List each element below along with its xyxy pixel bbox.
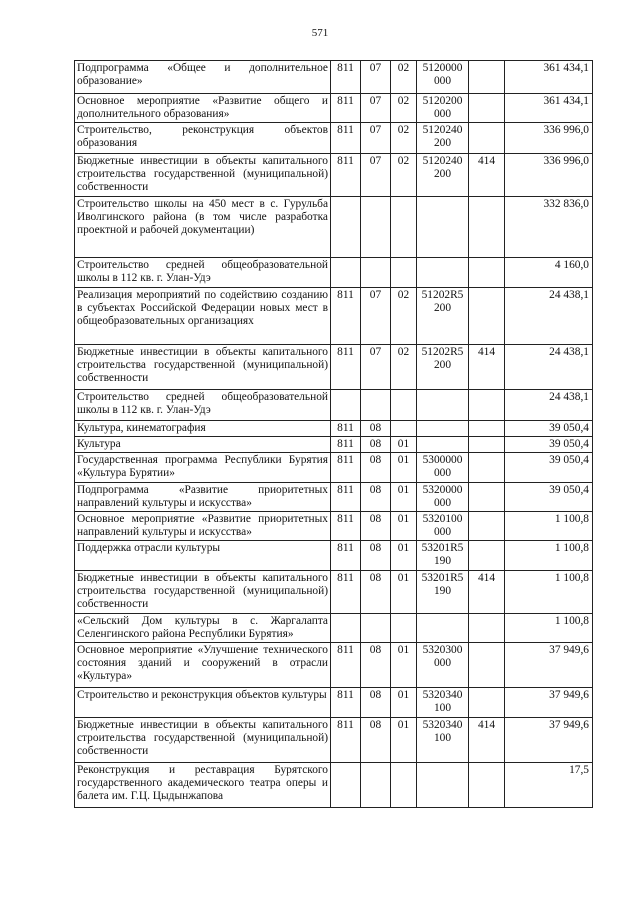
cell-grbs: 811 — [331, 541, 361, 571]
cell-amount: 37 949,6 — [505, 718, 593, 763]
cell-amount: 17,5 — [505, 763, 593, 808]
cell-amount: 361 434,1 — [505, 61, 593, 94]
cell-name: Подпрограмма «Общее и дополнительное образование» — [75, 61, 331, 94]
cell-subsection: 01 — [391, 483, 417, 512]
cell-section: 07 — [361, 288, 391, 345]
cell-expense-type: 414 — [469, 718, 505, 763]
cell-amount: 361 434,1 — [505, 94, 593, 123]
cell-name: Основное мероприятие «Развитие общего и дополнительного образования» — [75, 94, 331, 123]
cell-subsection — [391, 390, 417, 421]
cell-grbs: 811 — [331, 483, 361, 512]
cell-target-article: 5120240 200 — [417, 154, 469, 197]
table-row — [75, 123, 593, 154]
cell-expense-type — [469, 688, 505, 718]
cell-grbs: 811 — [331, 288, 361, 345]
cell-name: Бюджетные инвестиции в объекты капитального строительства государственной (муниципальной) собственности — [75, 154, 331, 197]
cell-expense-type — [469, 643, 505, 688]
cell-subsection: 01 — [391, 688, 417, 718]
cell-name: Реконструкция и реставрация Бурятского государственного академического театра оперы и балета им. Г.Ц. Цыдынжапова — [75, 763, 331, 808]
cell-grbs: 811 — [331, 437, 361, 453]
cell-target-article: 5320340 100 — [417, 688, 469, 718]
cell-subsection: 01 — [391, 437, 417, 453]
cell-name: «Сельский Дом культуры в с. Жаргалапта Селенгинского района Республики Бурятия» — [75, 614, 331, 643]
cell-amount: 24 438,1 — [505, 288, 593, 345]
table-row — [75, 614, 593, 643]
cell-section: 08 — [361, 718, 391, 763]
cell-grbs — [331, 197, 361, 258]
cell-name: Бюджетные инвестиции в объекты капитального строительства государственной (муниципальной) собственности — [75, 718, 331, 763]
table-row — [75, 437, 593, 453]
cell-expense-type — [469, 483, 505, 512]
cell-name: Поддержка отрасли культуры — [75, 541, 331, 571]
cell-name: Строительство средней общеобразовательной школы в 112 кв. г. Улан-Удэ — [75, 258, 331, 288]
cell-subsection: 01 — [391, 643, 417, 688]
cell-amount: 332 836,0 — [505, 197, 593, 258]
table-row — [75, 61, 593, 94]
cell-target-article: 5120200 000 — [417, 94, 469, 123]
cell-amount: 39 050,4 — [505, 437, 593, 453]
cell-subsection — [391, 197, 417, 258]
cell-grbs — [331, 390, 361, 421]
cell-amount: 1 100,8 — [505, 512, 593, 541]
table-row — [75, 345, 593, 390]
cell-amount: 1 100,8 — [505, 571, 593, 614]
cell-section: 07 — [361, 94, 391, 123]
cell-amount: 336 996,0 — [505, 154, 593, 197]
cell-expense-type — [469, 288, 505, 345]
cell-grbs: 811 — [331, 643, 361, 688]
cell-target-article: 5120000 000 — [417, 61, 469, 94]
cell-target-article: 5320000 000 — [417, 483, 469, 512]
cell-grbs: 811 — [331, 61, 361, 94]
table-row — [75, 571, 593, 614]
cell-grbs: 811 — [331, 421, 361, 437]
cell-amount: 39 050,4 — [505, 421, 593, 437]
cell-grbs: 811 — [331, 453, 361, 483]
cell-grbs: 811 — [331, 154, 361, 197]
table-row — [75, 512, 593, 541]
cell-name: Подпрограмма «Развитие приоритетных направлений культуры и искусства» — [75, 483, 331, 512]
cell-subsection: 02 — [391, 94, 417, 123]
cell-subsection — [391, 421, 417, 437]
cell-target-article: 5120240 200 — [417, 123, 469, 154]
cell-expense-type — [469, 258, 505, 288]
cell-name: Государственная программа Республики Бурятия «Культура Бурятии» — [75, 453, 331, 483]
cell-subsection: 02 — [391, 123, 417, 154]
cell-section: 08 — [361, 512, 391, 541]
cell-grbs: 811 — [331, 512, 361, 541]
cell-section: 07 — [361, 154, 391, 197]
cell-section: 08 — [361, 437, 391, 453]
cell-target-article — [417, 197, 469, 258]
cell-section: 08 — [361, 453, 391, 483]
cell-target-article — [417, 614, 469, 643]
cell-target-article: 53201R5 190 — [417, 571, 469, 614]
cell-target-article: 5300000 000 — [417, 453, 469, 483]
cell-expense-type — [469, 390, 505, 421]
cell-name: Строительство школы на 450 мест в с. Гурульба Иволгинского района (в том числе разработка проектной и рабочей документации) — [75, 197, 331, 258]
cell-section: 08 — [361, 541, 391, 571]
table-row — [75, 453, 593, 483]
cell-name: Реализация мероприятий по содействию созданию в субъектах Российской Федерации новых мест в общеобразовательных организациях — [75, 288, 331, 345]
cell-target-article — [417, 763, 469, 808]
cell-amount: 37 949,6 — [505, 643, 593, 688]
cell-grbs — [331, 763, 361, 808]
cell-section: 07 — [361, 123, 391, 154]
cell-subsection: 01 — [391, 718, 417, 763]
cell-name: Культура, кинематография — [75, 421, 331, 437]
cell-grbs — [331, 258, 361, 288]
table-row — [75, 763, 593, 808]
cell-section — [361, 614, 391, 643]
cell-subsection: 01 — [391, 541, 417, 571]
cell-section — [361, 390, 391, 421]
table-row — [75, 541, 593, 571]
cell-section: 08 — [361, 643, 391, 688]
cell-amount: 336 996,0 — [505, 123, 593, 154]
cell-amount: 37 949,6 — [505, 688, 593, 718]
cell-grbs: 811 — [331, 345, 361, 390]
cell-amount: 39 050,4 — [505, 453, 593, 483]
cell-expense-type — [469, 614, 505, 643]
cell-grbs: 811 — [331, 123, 361, 154]
cell-grbs: 811 — [331, 571, 361, 614]
cell-subsection: 01 — [391, 571, 417, 614]
cell-grbs: 811 — [331, 718, 361, 763]
cell-grbs: 811 — [331, 94, 361, 123]
table-row — [75, 197, 593, 258]
cell-expense-type: 414 — [469, 571, 505, 614]
cell-expense-type — [469, 123, 505, 154]
cell-section — [361, 258, 391, 288]
cell-target-article — [417, 258, 469, 288]
cell-grbs — [331, 614, 361, 643]
cell-expense-type — [469, 61, 505, 94]
table-row — [75, 718, 593, 763]
cell-target-article: 5320340 100 — [417, 718, 469, 763]
cell-subsection: 02 — [391, 345, 417, 390]
table-row — [75, 258, 593, 288]
cell-subsection: 02 — [391, 288, 417, 345]
cell-subsection — [391, 614, 417, 643]
cell-section: 08 — [361, 688, 391, 718]
cell-subsection: 01 — [391, 453, 417, 483]
cell-section — [361, 763, 391, 808]
table-row — [75, 94, 593, 123]
cell-expense-type — [469, 421, 505, 437]
cell-section: 08 — [361, 571, 391, 614]
cell-name: Основное мероприятие «Улучшение технического состояния зданий и сооружений в отрасли «Культура» — [75, 643, 331, 688]
cell-grbs: 811 — [331, 688, 361, 718]
cell-amount: 1 100,8 — [505, 614, 593, 643]
cell-name: Культура — [75, 437, 331, 453]
cell-expense-type — [469, 197, 505, 258]
cell-section: 07 — [361, 345, 391, 390]
cell-subsection — [391, 258, 417, 288]
table-row — [75, 688, 593, 718]
cell-target-article: 51202R5 200 — [417, 345, 469, 390]
budget-table-body — [75, 61, 593, 808]
budget-table — [74, 60, 593, 808]
cell-name: Основное мероприятие «Развитие приоритетных направлений культуры и искусства» — [75, 512, 331, 541]
cell-expense-type — [469, 763, 505, 808]
cell-section: 08 — [361, 483, 391, 512]
cell-target-article: 53201R5 190 — [417, 541, 469, 571]
cell-section: 07 — [361, 61, 391, 94]
table-row — [75, 288, 593, 345]
cell-expense-type: 414 — [469, 345, 505, 390]
cell-amount: 4 160,0 — [505, 258, 593, 288]
cell-subsection: 02 — [391, 61, 417, 94]
cell-name: Бюджетные инвестиции в объекты капитального строительства государственной (муниципальной) собственности — [75, 345, 331, 390]
table-row — [75, 643, 593, 688]
cell-name: Строительство и реконструкция объектов культуры — [75, 688, 331, 718]
cell-subsection: 01 — [391, 512, 417, 541]
cell-expense-type — [469, 94, 505, 123]
cell-target-article: 51202R5 200 — [417, 288, 469, 345]
table-row — [75, 154, 593, 197]
table-row — [75, 421, 593, 437]
cell-target-article — [417, 390, 469, 421]
cell-name: Строительство, реконструкция объектов образования — [75, 123, 331, 154]
cell-subsection: 02 — [391, 154, 417, 197]
cell-amount: 39 050,4 — [505, 483, 593, 512]
cell-subsection — [391, 763, 417, 808]
cell-target-article — [417, 437, 469, 453]
cell-name: Строительство средней общеобразовательной школы в 112 кв. г. Улан-Удэ — [75, 390, 331, 421]
cell-expense-type — [469, 437, 505, 453]
cell-expense-type — [469, 541, 505, 571]
cell-target-article: 5320100 000 — [417, 512, 469, 541]
cell-expense-type: 414 — [469, 154, 505, 197]
cell-section: 08 — [361, 421, 391, 437]
cell-expense-type — [469, 512, 505, 541]
cell-amount: 24 438,1 — [505, 390, 593, 421]
cell-target-article — [417, 421, 469, 437]
cell-target-article: 5320300 000 — [417, 643, 469, 688]
cell-amount: 1 100,8 — [505, 541, 593, 571]
cell-section — [361, 197, 391, 258]
cell-expense-type — [469, 453, 505, 483]
cell-name: Бюджетные инвестиции в объекты капитального строительства государственной (муниципальной) собственности — [75, 571, 331, 614]
cell-amount: 24 438,1 — [505, 345, 593, 390]
page-number: 571 — [311, 27, 329, 39]
table-row — [75, 483, 593, 512]
table-row — [75, 390, 593, 421]
